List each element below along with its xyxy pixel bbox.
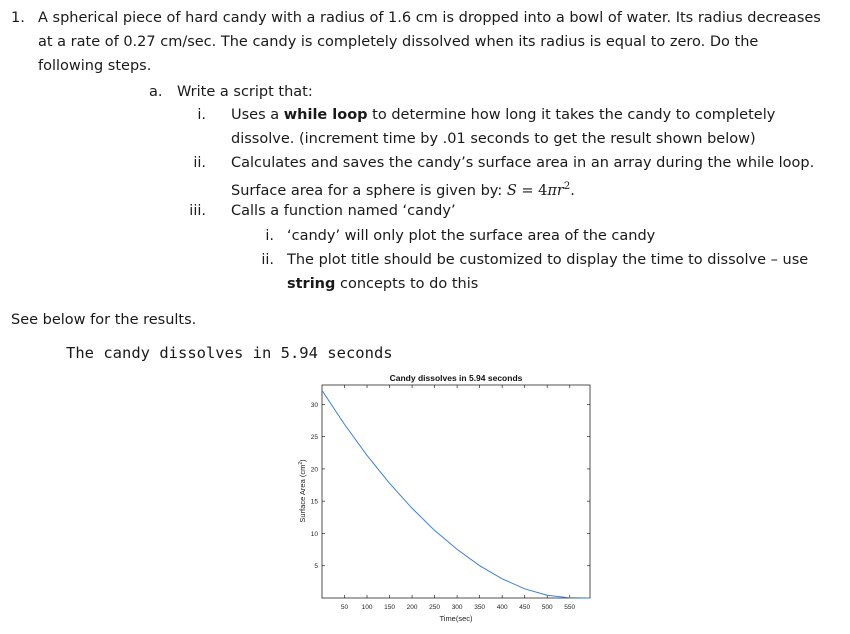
problem-line-3: following steps. [38, 58, 152, 74]
sub-item-ii-line-1: The plot title should be customized to display the time to dissolve – use [287, 252, 809, 268]
x-tick-label: 300 [451, 604, 463, 611]
console-output: The candy dissolves in 5.94 seconds [66, 344, 393, 362]
x-tick-label: 200 [406, 604, 418, 611]
x-tick-label: 500 [541, 604, 553, 611]
x-tick-label: 450 [519, 604, 531, 611]
y-axis-label: Surface Area $(cm^2)$ [298, 459, 307, 523]
sub-item-i-label: i. [265, 228, 274, 244]
item-i-line-2: dissolve. (increment time by .01 seconds to get the result shown below) [231, 131, 756, 147]
part-a-text: Write a script that: [177, 84, 313, 100]
x-tick-label: 150 [384, 604, 395, 611]
sub-item-ii-label: ii. [261, 252, 274, 268]
x-tick-label: 50 [340, 604, 349, 611]
y-tick-label: 5 [314, 563, 318, 571]
part-a-label: a. [149, 84, 163, 100]
y-tick-label: 25 [310, 434, 318, 442]
problem-line-1: A spherical piece of hard candy with a radius of 1.6 cm is dropped into a bowl of water. Its radius decreases [38, 10, 821, 26]
item-ii-line-1: Calculates and saves the candy’s surface area in an array during the while loop. [231, 155, 815, 171]
problem-line-2: at a rate of 0.27 cm/sec. The candy is completely dissolved when its radius is equal to zero. Do the [38, 34, 759, 50]
sub-item-ii-line-2: string concepts to do this [287, 276, 479, 292]
y-tick-label: 20 [310, 466, 318, 474]
sub-item-i-text: ‘candy’ will only plot the surface area of the candy [287, 228, 656, 244]
surface-area-formula: $S = 4\pi r^2$. [506, 181, 575, 199]
item-iii-label: iii. [189, 203, 206, 219]
problem-number: 1. [11, 10, 25, 26]
x-tick-label: 100 [361, 604, 373, 611]
item-i-label: i. [197, 107, 206, 123]
x-tick-label: 400 [496, 604, 508, 611]
item-ii-line-2: Surface area for a sphere is given by: $S = 4\pi r^2$. [231, 181, 575, 199]
y-tick-label: 15 [310, 498, 318, 506]
y-tick-label: 10 [310, 530, 318, 538]
plot-area [322, 385, 590, 598]
x-tick-label: 350 [474, 604, 486, 611]
results-text: See below for the results. [11, 312, 197, 328]
x-axis-label: Time(sec) [439, 614, 473, 623]
item-i-line-1: Uses a while loop to determine how long it takes the candy to completely [231, 107, 776, 123]
chart-title: Candy dissolves in 5.94 seconds [389, 373, 523, 383]
item-ii-label: ii. [193, 155, 206, 171]
x-tick-label: 250 [429, 604, 441, 611]
x-tick-label: 550 [564, 604, 576, 611]
item-iii-text: Calls a function named ‘candy’ [231, 203, 456, 219]
y-tick-label: 30 [310, 401, 318, 409]
